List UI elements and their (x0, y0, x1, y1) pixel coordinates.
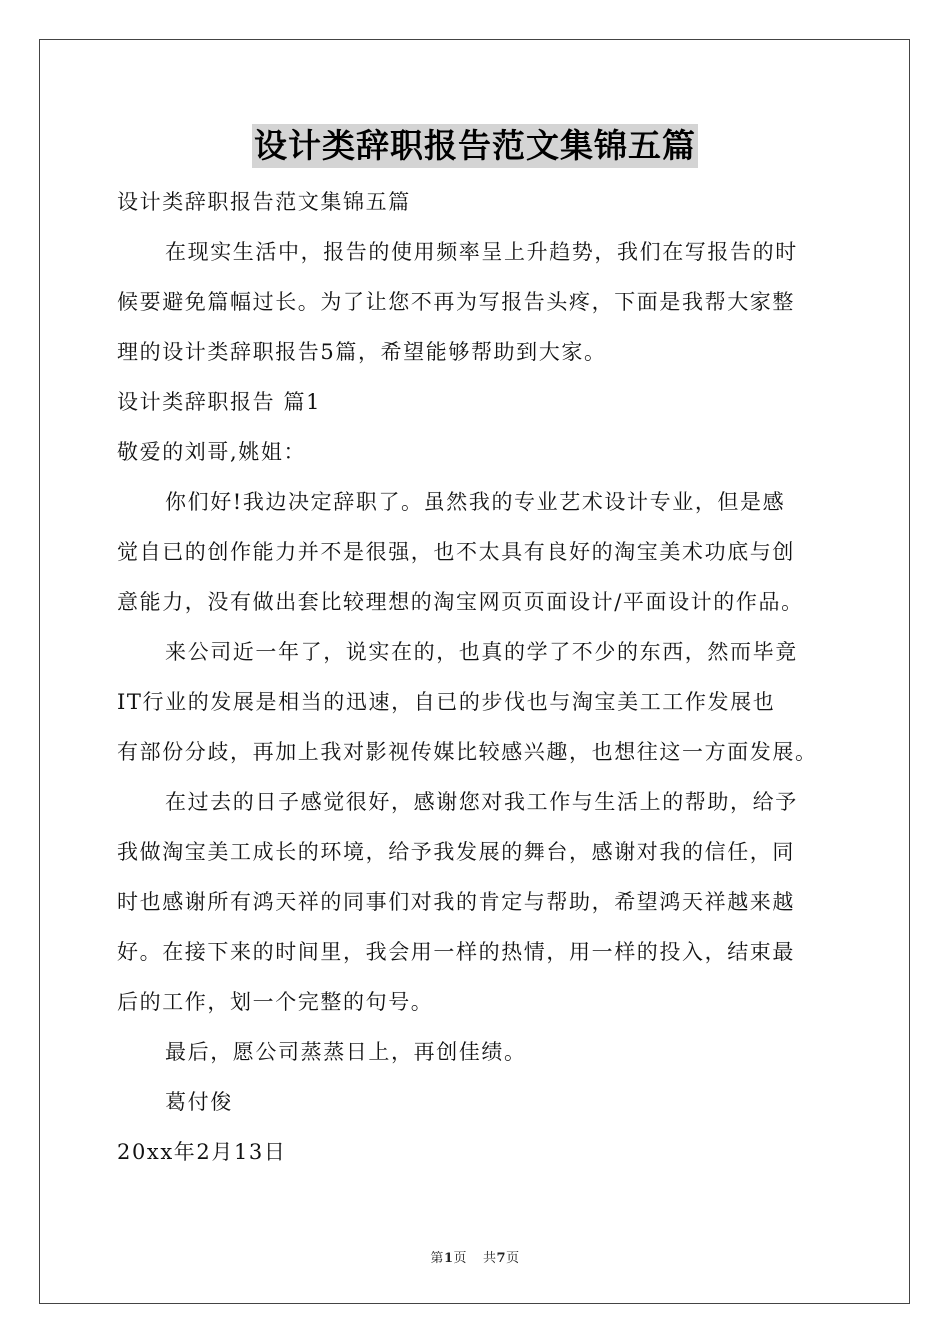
total-page-number: 7 (496, 1251, 507, 1266)
paragraph-line: 意能力，没有做出套比较理想的淘宝网页页面设计/平面设计的作品。 (117, 590, 804, 614)
document-title (0, 124, 950, 168)
paragraph-line: 有部份分歧，再加上我对影视传媒比较感兴趣，也想往这一方面发展。 (117, 740, 818, 764)
document-body (117, 177, 837, 1177)
intro-line: 在现实生活中，报告的使用频率呈上升趋势，我们在写报告的时 (165, 240, 798, 264)
closing-line: 最后，愿公司蒸蒸日上，再创佳绩。 (165, 1040, 527, 1064)
total-prefix: 共 (483, 1251, 497, 1266)
page-suffix: 页 (453, 1251, 467, 1266)
paragraph-line: 我做淘宝美工成长的环境，给予我发展的舞台，感谢对我的信任，同 (117, 840, 795, 864)
paragraph-line: IT行业的发展是相当的迅速，自已的步伐也与淘宝美工工作发展也 (117, 690, 776, 714)
paragraph-line: 后的工作，划一个完整的句号。 (117, 990, 434, 1014)
paragraph-line: 在过去的日子感觉很好，感谢您对我工作与生活上的帮助，给予 (165, 790, 798, 814)
paragraph-line: 好。在接下来的时间里，我会用一样的热情，用一样的投入，结束最 (117, 940, 795, 964)
paragraph-line: 你们好!我边决定辞职了。虽然我的专业艺术设计专业，但是感 (165, 490, 786, 514)
page-prefix: 第 (430, 1251, 444, 1266)
salutation: 敬爱的刘哥,姚姐： (117, 440, 307, 464)
signature: 葛付俊 (165, 1090, 233, 1114)
document-title-text: 设计类辞职报告范文集锦五篇 (252, 124, 698, 168)
paragraph-line: 来公司近一年了，说实在的，也真的学了不少的东西，然而毕竟 (165, 640, 798, 664)
page-footer (0, 1247, 950, 1266)
total-suffix: 页 (506, 1251, 520, 1266)
date: 20xx年2月13日 (117, 1140, 287, 1164)
current-page-number: 1 (443, 1251, 454, 1266)
document-subtitle: 设计类辞职报告范文集锦五篇 (117, 190, 411, 214)
paragraph-line: 觉自已的创作能力并不是很强，也不太具有良好的淘宝美术功底与创 (117, 540, 795, 564)
intro-line: 候要避免篇幅过长。为了让您不再为写报告头疼，下面是我帮大家整 (117, 290, 795, 314)
section-heading: 设计类辞职报告 篇1 (117, 390, 322, 414)
paragraph-line: 时也感谢所有鸿天祥的同事们对我的肯定与帮助，希望鸿天祥越来越 (117, 890, 795, 914)
intro-line: 理的设计类辞职报告5篇，希望能够帮助到大家。 (117, 340, 607, 364)
